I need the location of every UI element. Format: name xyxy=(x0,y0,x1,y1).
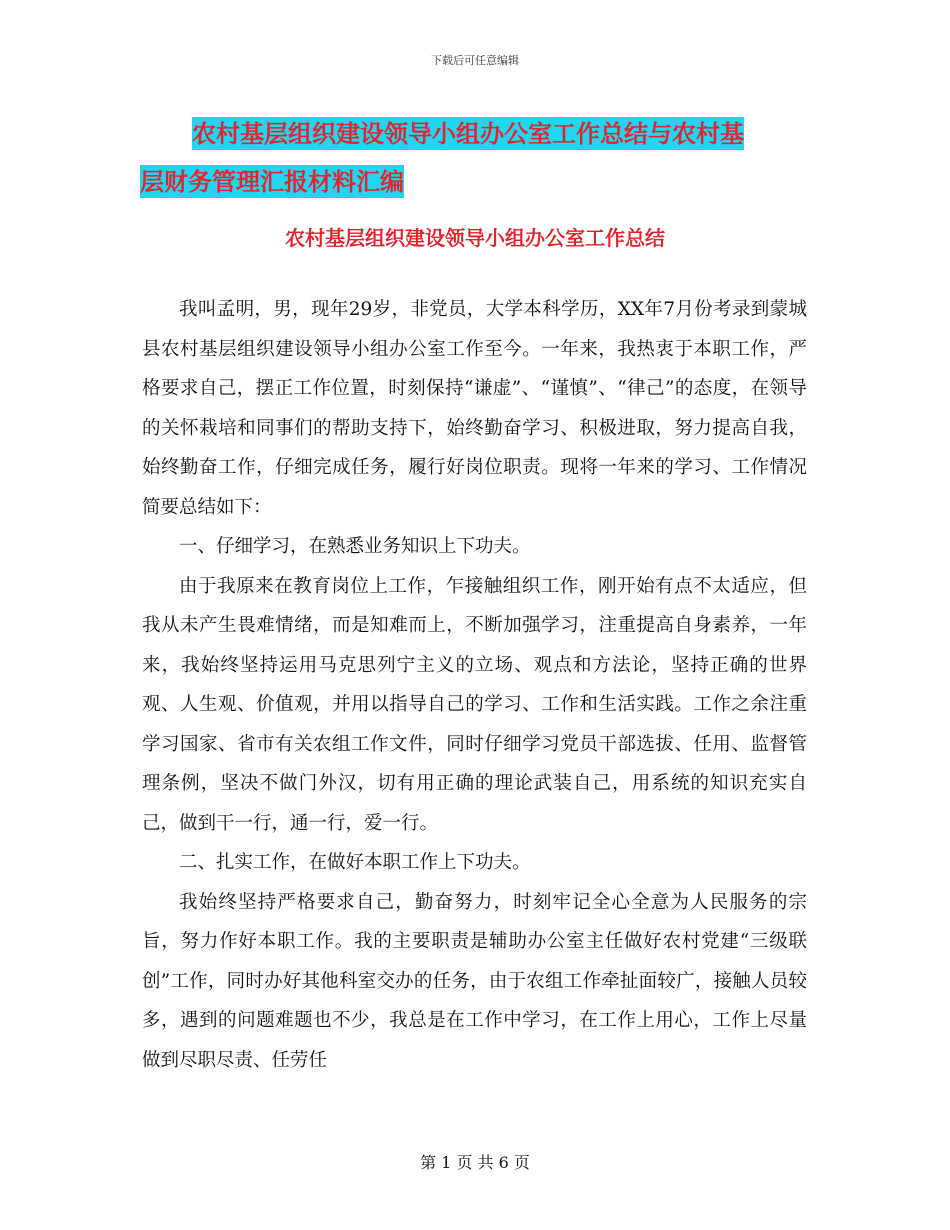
section-title: 农村基层组织建设领导小组办公室工作总结 xyxy=(285,226,665,250)
page-number: 第 1 页 共 6 页 xyxy=(420,1153,530,1172)
title-line-1 xyxy=(140,110,820,158)
document-body xyxy=(142,290,807,1080)
paragraph-heading-2: 二、扎实工作，在做好本职工作上下功夫。 xyxy=(179,852,531,873)
paragraph-intro: 我叫孟明，男，现年29岁，非党员，大学本科学历，XX年7月份考录到蒙城县农村基层组织建设领导小组办公室工作至今。一年来，我热衷于本职工作，严格要求自己，摆正工作位置，时刻保持“谦虚”、“谨慎”、“律己”的态度，在领导的关怀栽培和同事们的帮助支持下，始终勤奋学习、积极进取，努力提高自我，始终勤奋工作，仔细完成任务，履行好岗位职责。现将一年来的学习、工作情况简要总结如下： xyxy=(142,299,807,518)
title-line-1-text: 农村基层组织建设领导小组办公室工作总结与农村基 xyxy=(192,119,744,148)
paragraph-study: 由于我原来在教育岗位上工作，乍接触组织工作，刚开始有点不太适应，但我从未产生畏难情绪，而是知难而上，不断加强学习，注重提高自身素养，一年来，我始终坚持运用马克思列宁主义的立场、观点和方法论，坚持正确的世界观、人生观、价值观，并用以指导自己的学习、工作和生活实践。工作之余注重学习国家、省市有关农组工作文件，同时仔细学习党员干部选拔、任用、监督管理条例，坚决不做门外汉，切有用正确的理论武装自己，用系统的知识充实自己，做到干一行，通一行，爱一行。 xyxy=(142,575,807,834)
paragraph-heading-1: 一、仔细学习，在熟悉业务知识上下功夫。 xyxy=(179,536,531,557)
header-note: 下载后可任意编辑 xyxy=(431,54,519,67)
title-line-2 xyxy=(140,158,820,206)
document-title xyxy=(140,110,820,206)
paragraph-work: 我始终坚持严格要求自己，勤奋努力，时刻牢记全心全意为人民服务的宗旨，努力作好本职工作。我的主要职责是辅助办公室主任做好农村党建“三级联创”工作，同时办好其他科室交办的任务，由于农组工作牵扯面较广，接触人员较多，遇到的问题难题也不少，我总是在工作中学习，在工作上用心，工作上尽量做到尽职尽责、任劳任 xyxy=(142,891,807,1071)
title-line-2-text: 层财务管理汇报材料汇编 xyxy=(140,167,404,196)
